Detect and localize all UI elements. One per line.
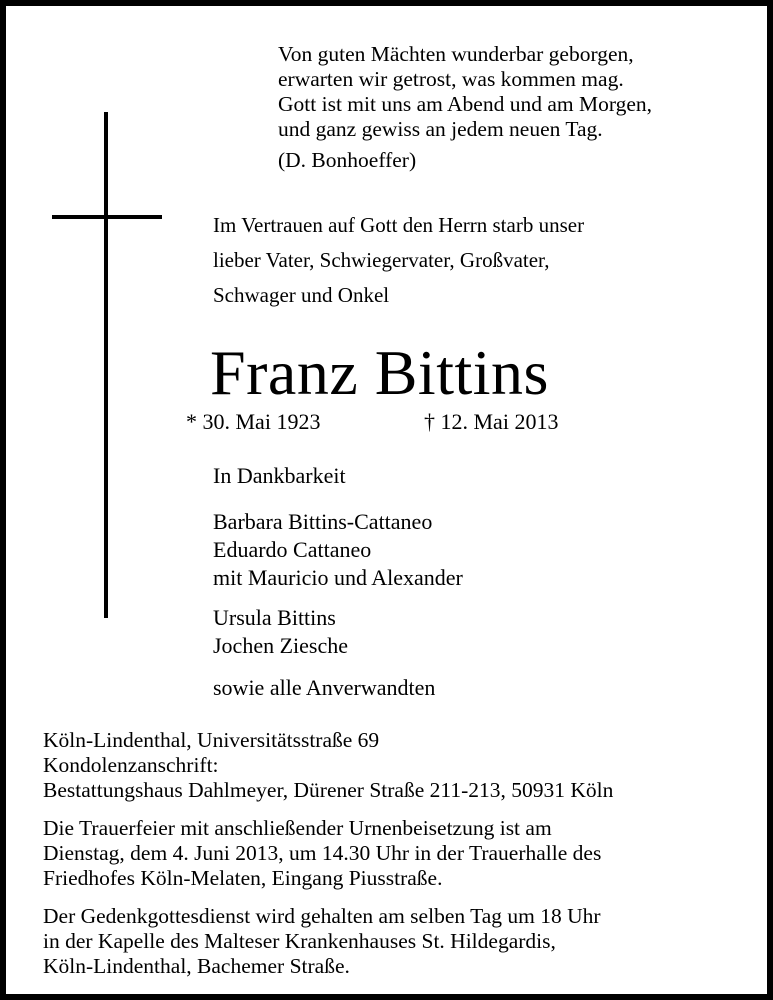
memorial-line: Köln-Lindenthal, Bachemer Straße. bbox=[43, 954, 350, 978]
intro-text bbox=[213, 208, 584, 313]
death-date: † 12. Mai 2013 bbox=[424, 409, 559, 434]
intro-line: Schwager und Onkel bbox=[213, 283, 390, 307]
memorial-line: Der Gedenkgottesdienst wird gehalten am selben Tag um 18 Uhr bbox=[43, 904, 601, 928]
address-line: Köln-Lindenthal, Universitätsstraße 69 bbox=[43, 728, 380, 752]
life-dates bbox=[186, 408, 559, 436]
address-block bbox=[43, 728, 613, 803]
mourners-group-3 bbox=[213, 674, 435, 702]
bonhoeffer-poem bbox=[278, 42, 652, 173]
service-line: Die Trauerfeier mit anschließender Urnenbeisetzung ist am bbox=[43, 816, 552, 840]
memorial-service-info bbox=[43, 904, 601, 979]
mourner-name: mit Mauricio und Alexander bbox=[213, 565, 463, 590]
service-line: Dienstag, dem 4. Juni 2013, um 14.30 Uhr in der Trauerhalle des bbox=[43, 841, 602, 865]
poem-line: und ganz gewiss an jedem neuen Tag. bbox=[278, 117, 603, 141]
poem-author: (D. Bonhoeffer) bbox=[278, 148, 417, 172]
mourner-name: Eduardo Cattaneo bbox=[213, 537, 372, 562]
mourner-name: Ursula Bittins bbox=[213, 605, 336, 630]
mourners-heading: In Dankbarkeit bbox=[213, 463, 346, 488]
poem-line: Gott ist mit uns am Abend und am Morgen, bbox=[278, 92, 653, 116]
birth-date: * 30. Mai 1923 bbox=[186, 409, 321, 434]
funeral-service-info bbox=[43, 816, 601, 891]
poem-line: erwarten wir getrost, was kommen mag. bbox=[278, 67, 624, 91]
service-line: Friedhofes Köln-Melaten, Eingang Piusstraße. bbox=[43, 866, 443, 890]
intro-line: Im Vertrauen auf Gott den Herrn starb unser bbox=[213, 213, 585, 237]
memorial-line: in der Kapelle des Malteser Krankenhauses St. Hildegardis, bbox=[43, 929, 556, 953]
mourner-name: Jochen Ziesche bbox=[213, 633, 348, 658]
address-line: Bestattungshaus Dahlmeyer, Dürener Straße 211-213, 50931 Köln bbox=[43, 778, 614, 802]
mourners-group-2 bbox=[213, 604, 348, 660]
intro-line: lieber Vater, Schwiegervater, Großvater, bbox=[213, 248, 550, 272]
deceased-name: Franz Bittins bbox=[210, 337, 549, 408]
mourners-group-1 bbox=[213, 508, 463, 592]
address-line: Kondolenzanschrift: bbox=[43, 753, 219, 777]
poem-line: Von guten Mächten wunderbar geborgen, bbox=[278, 42, 634, 66]
mourner-name: sowie alle Anverwandten bbox=[213, 675, 436, 700]
cross-icon bbox=[104, 112, 108, 618]
mourner-name: Barbara Bittins-Cattaneo bbox=[213, 509, 433, 534]
cross-icon-bar bbox=[52, 215, 162, 219]
